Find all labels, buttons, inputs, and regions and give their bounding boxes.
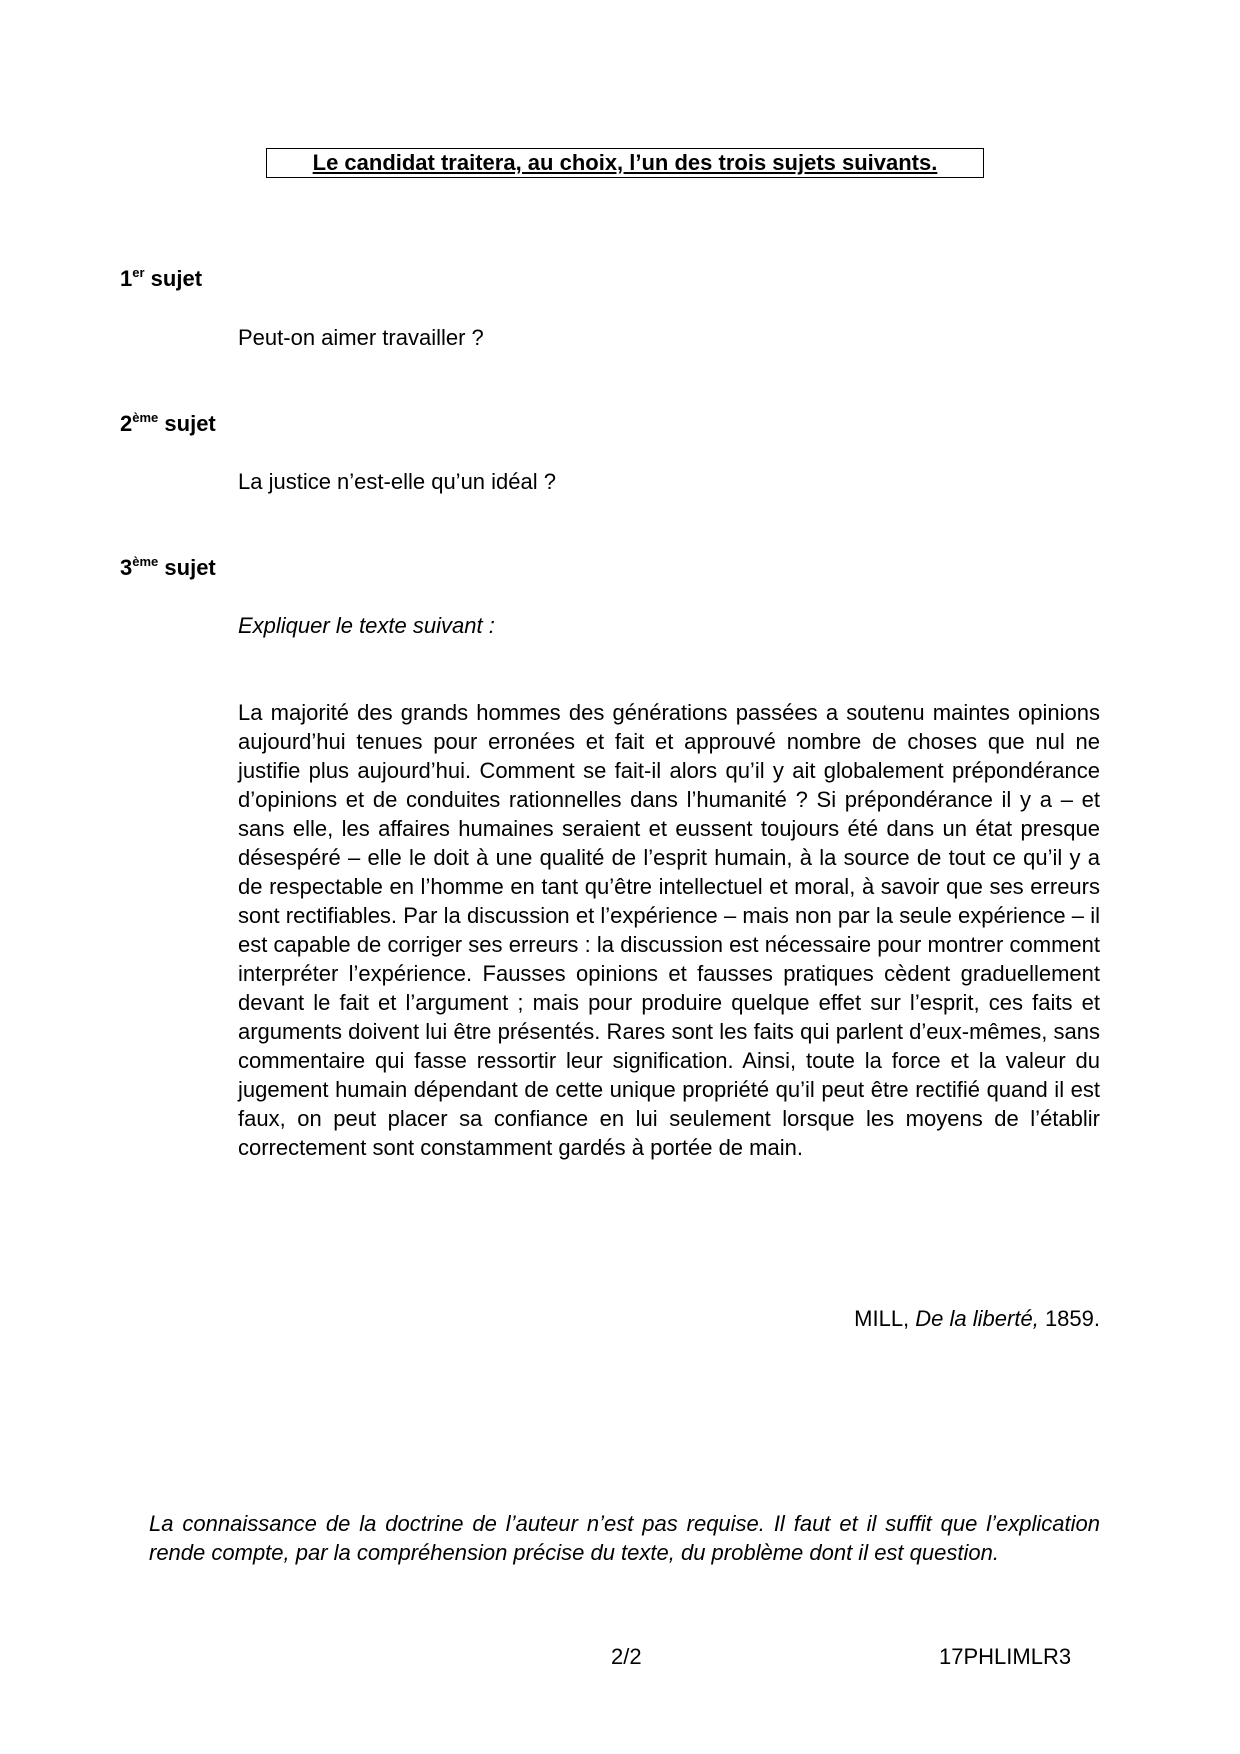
instruction-text: Le candidat traitera, au choix, l’un des trois sujets suivants. <box>312 150 938 175</box>
ordinal-suffix: er <box>132 265 145 280</box>
subject-2-heading <box>120 411 216 437</box>
subject-number: 1 <box>120 266 133 291</box>
text-passage: La majorité des grands hommes des générations passées a soutenu maintes opinions aujourd’hui tenues pour erronées et fait et approuvé nombre de choses que nul ne justifie plus aujourd’hui. Comment se fait-il alors qu’il y ait globalement prépondérance d’opinions et de conduites rationnelles dans l’humanité ? Si prépondérance il y a – et sans elle, les affaires humaines seraient et eussent toujours été dans un état presque désespéré – elle le doit à une qualité de l’esprit humain, à la source de tout ce qu’il y a de respectable en l’homme en tant qu’être intellectuel et moral, à savoir que ses erreurs sont rectifiables. Par la discussion et l’expérience – mais non par la seule expérience – il est capable de corriger ses erreurs : la discussion est nécessaire pour montrer comment interpréter l’expérience. Fausses opinions et fausses pratiques cèdent graduellement devant le fait et l’argument ; mais pour produire quelque effet sur l’esprit, ces faits et arguments doivent lui être présentés. Rares sont les faits qui parlent d’eux-mêmes, sans commentaire qui fasse ressortir leur signification. Ainsi, toute la force et la valeur du jugement humain dépendant de cette unique propriété qu’il peut être rectifié quand il est faux, on peut placer sa confiance en lui seulement lorsque les moyens de l’établir correctement sont constamment gardés à portée de main. <box>238 700 1100 1160</box>
exam-code: 17PHLIMLR3 <box>939 1644 1072 1669</box>
subject-number: 2 <box>120 411 133 436</box>
citation-title: De la liberté, <box>915 1306 1039 1331</box>
subject-word: sujet <box>164 411 216 436</box>
subject-3-instruction: Expliquer le texte suivant : <box>238 613 495 638</box>
ordinal-suffix: ème <box>132 410 159 425</box>
subject-1-question: Peut-on aimer travailler ? <box>238 325 484 350</box>
page-number: 2/2 <box>611 1644 642 1669</box>
subject-3-heading <box>120 555 216 581</box>
citation-year: 1859. <box>1044 1306 1100 1331</box>
exam-note: La connaissance de la doctrine de l’auteur n’est pas requise. Il faut et il suffit que l’explication rende compte, par la compréhension précise du texte, du problème dont il est question. <box>149 1511 1100 1565</box>
subject-word: sujet <box>164 555 216 580</box>
subject-number: 3 <box>120 555 133 580</box>
subject-2-question: La justice n’est-elle qu’un idéal ? <box>238 469 556 494</box>
subject-1-heading <box>120 266 202 292</box>
ordinal-suffix: ème <box>132 554 159 569</box>
subject-word: sujet <box>150 266 203 291</box>
citation-author: MILL, <box>854 1306 910 1331</box>
instruction-box <box>266 148 984 178</box>
citation <box>854 1306 1100 1332</box>
